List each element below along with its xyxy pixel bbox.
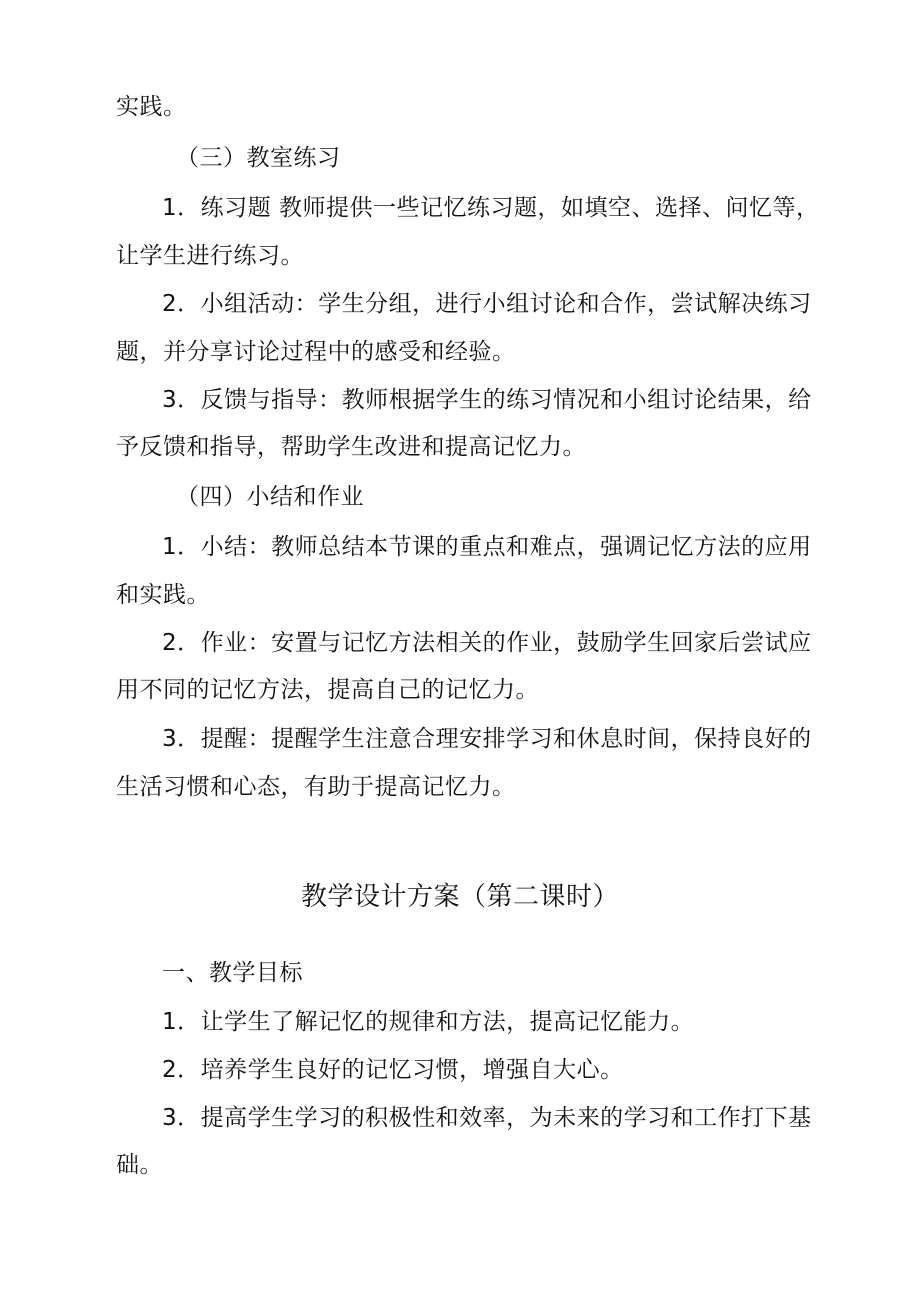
section-heading-objectives: 一、教学目标: [162, 960, 303, 986]
list-item-line: 题，并分享讨论过程中的感受和经验。: [116, 339, 516, 365]
list-item-line: 用不同的记忆方法，提高自己的记忆力。: [116, 677, 539, 703]
list-item-line: 和实践。: [116, 582, 210, 608]
list-item-line: 予反馈和指导，帮助学生改进和提高记忆力。: [116, 434, 586, 460]
list-item-line: 3．反馈与指导：教师根据学生的练习情况和小组讨论结果，给: [162, 387, 812, 413]
objective-item: 3．提高学生学习的积极性和效率，为未来的学习和工作打下基: [162, 1105, 812, 1131]
list-item-line: 生活习惯和心态，有助于提高记忆力。: [116, 774, 516, 800]
section-heading-summary-homework: （四）小结和作业: [176, 484, 364, 510]
document-title: 教学设计方案（第二课时）: [300, 882, 619, 912]
list-item-line: 让学生进行练习。: [116, 243, 304, 269]
objective-item: 2．培养学生良好的记忆习惯，增强自大心。: [162, 1057, 624, 1083]
list-item-line: 2．作业：安置与记忆方法相关的作业，鼓励学生回家后尝试应: [162, 630, 812, 656]
paragraph-continuation: 实践。: [116, 94, 187, 120]
list-item-line: 3．提醒：提醒学生注意合理安排学习和休息时间，保持良好的: [162, 726, 812, 752]
list-item-line: 1．练习题 教师提供一些记忆练习题，如填空、选择、问忆等，: [162, 195, 820, 221]
list-item-line: 1．小结：教师总结本节课的重点和难点，强调记忆方法的应用: [162, 534, 812, 560]
section-heading-classroom-practice: （三）教室练习: [176, 145, 341, 171]
objective-item-continuation: 础。: [116, 1152, 163, 1178]
objective-item: 1．让学生了解记忆的规律和方法，提高记忆能力。: [162, 1009, 695, 1035]
list-item-line: 2．小组活动：学生分组，进行小组讨论和合作，尝试解决练习: [162, 291, 812, 317]
